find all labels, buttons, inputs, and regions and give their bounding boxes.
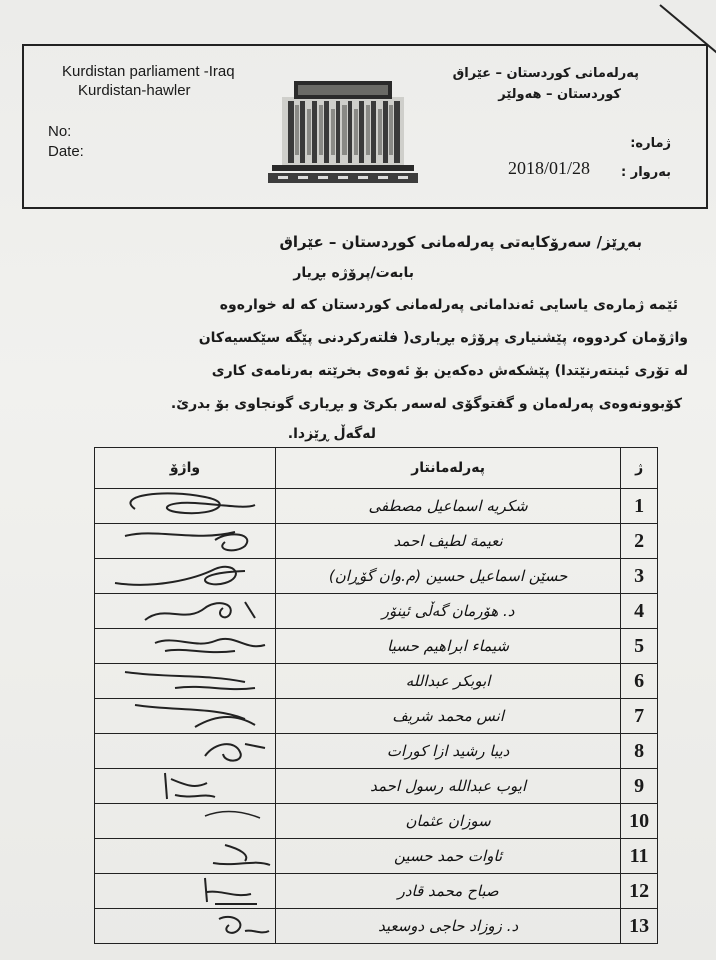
row-number: 5 [621, 629, 658, 664]
signature-cell [95, 559, 276, 594]
handwritten-signature [95, 839, 275, 873]
header-city-ku: کوردستان – هەولێر [498, 87, 621, 102]
signature-cell [95, 769, 276, 804]
row-number: 12 [621, 874, 658, 909]
row-number: 4 [621, 594, 658, 629]
handwritten-signature [95, 734, 275, 768]
letter-paragraph-line-3: لە تۆری ئینتەرنێتدا) پێشکەش دەکەین بۆ ئەوەی بخرێتە بەرنامەی کاری [211, 363, 688, 379]
member-name: صباح محمد قادر [276, 874, 621, 909]
header-date-label-ku: بەروار : [621, 165, 671, 180]
member-name: ئاوات حمد حسین [276, 839, 621, 874]
table-row [95, 594, 658, 629]
parliament-logo [268, 75, 418, 187]
table-row [95, 839, 658, 874]
table-row [95, 909, 658, 944]
signature-cell [95, 909, 276, 944]
member-name: حسێن اسماعیل حسین (م.وان گۆڕان) [276, 559, 621, 594]
table-row [95, 489, 658, 524]
handwritten-signature [95, 804, 275, 838]
member-name: د. زوزاد حاجی دوسعید [276, 909, 621, 944]
member-name: نعیمة لطیف احمد [276, 524, 621, 559]
row-number: 13 [621, 909, 658, 944]
signature-cell [95, 839, 276, 874]
column-header-member: پەرلەمانتار [276, 448, 621, 489]
header-date-value: 2018/01/28 [508, 158, 591, 178]
handwritten-signature [95, 629, 275, 663]
handwritten-signature [95, 699, 275, 733]
column-header-signature: واژۆ [95, 448, 276, 489]
table-row [95, 629, 658, 664]
letter-paragraph-line-1: ئێمە ژمارەی یاسایی ئەندامانی پەرلەمانی کوردستان کە لە خوارەوە [219, 297, 678, 313]
header-org-en: Kurdistan parliament -Iraq [62, 63, 235, 80]
column-header-number: ژ [621, 448, 658, 489]
signature-cell [95, 734, 276, 769]
member-name: دیبا رشید ازا کورات [276, 734, 621, 769]
member-name: ایوب عبدالله رسول احمد [276, 769, 621, 804]
signatures-table [94, 447, 658, 944]
signature-cell [95, 699, 276, 734]
header-city-en: Kurdistan-hawler [78, 82, 191, 99]
row-number: 9 [621, 769, 658, 804]
signature-cell [95, 629, 276, 664]
table-row [95, 874, 658, 909]
row-number: 8 [621, 734, 658, 769]
handwritten-signature [95, 489, 275, 523]
row-number: 11 [621, 839, 658, 874]
letter-addressee: بەڕێز/ سەرۆکایەتی پەرلەمانی کوردستان – عێراق [279, 233, 642, 251]
member-name: شکریە اسماعیل مصطفی [276, 489, 621, 524]
table-header-row [95, 448, 658, 489]
handwritten-signature [95, 769, 275, 803]
handwritten-signature [95, 559, 275, 593]
table-row [95, 804, 658, 839]
signature-cell [95, 594, 276, 629]
signature-cell [95, 804, 276, 839]
row-number: 2 [621, 524, 658, 559]
letter-paragraph-line-4: کۆبوونەوەی پەرلەمان و گفتوگۆی لەسەر بکرێ و بڕیاری گونجاوی بۆ بدرێ. [170, 396, 682, 412]
row-number: 1 [621, 489, 658, 524]
row-number: 10 [621, 804, 658, 839]
signature-cell [95, 874, 276, 909]
row-number: 6 [621, 664, 658, 699]
row-number: 7 [621, 699, 658, 734]
handwritten-signature [95, 909, 275, 943]
letter-subject: بابەت/پرۆژە بڕیار [293, 265, 414, 281]
header-no-label: No: [48, 123, 72, 140]
signature-cell [95, 524, 276, 559]
member-name: سوزان عثمان [276, 804, 621, 839]
signature-cell [95, 664, 276, 699]
table-row [95, 769, 658, 804]
handwritten-signature [95, 524, 275, 558]
handwritten-signature [95, 594, 275, 628]
handwritten-signature [95, 874, 275, 908]
table-row [95, 664, 658, 699]
handwritten-signature [95, 664, 275, 698]
letter-closing: لەگەڵ ڕێزدا. [287, 426, 376, 442]
table-row [95, 734, 658, 769]
row-number: 3 [621, 559, 658, 594]
header-org-ku: پەرلەمانی کوردستان – عێراق [452, 66, 639, 81]
signature-cell [95, 489, 276, 524]
member-name: شیماء ابراهیم حسیا [276, 629, 621, 664]
table-row [95, 559, 658, 594]
member-name: ابوبکر عبدالله [276, 664, 621, 699]
member-name: د. هۆرمان گەڵی ئینۆر [276, 594, 621, 629]
table-row [95, 699, 658, 734]
header-date-label: Date: [48, 143, 84, 160]
table-row [95, 524, 658, 559]
header-number-label: ژمارە: [630, 136, 671, 151]
letter-paragraph-line-2: واژۆمان کردووە، پێشنیاری پرۆژە بڕیاری( فلتەرکردنی پێگە سێکسیەکان [198, 330, 688, 346]
member-name: انس محمد شریف [276, 699, 621, 734]
